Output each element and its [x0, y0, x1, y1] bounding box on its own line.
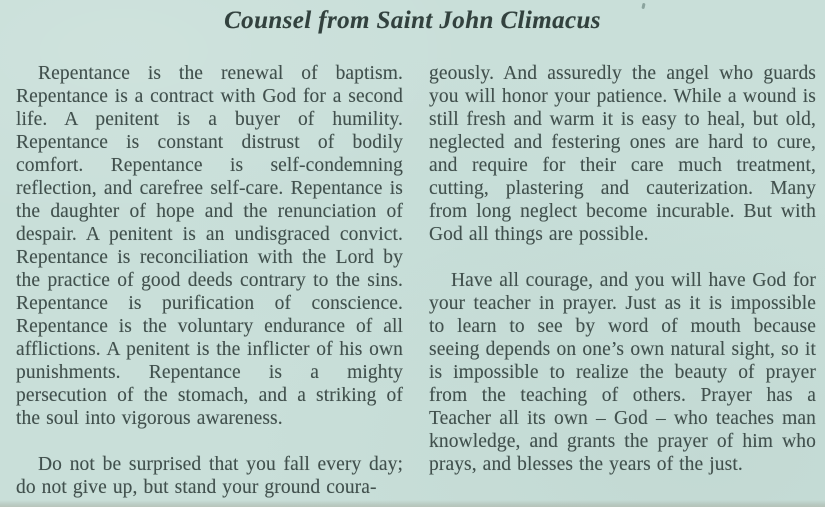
right-column — [429, 62, 816, 507]
paragraph-have-all-courage: Have all courage, and you will have God for your teacher in prayer. Just as it is impossible to learn to see by word of mouth because seeing depends on one’s own natural sight, so it is impossible to realize the beauty of prayer from the teaching of others. Prayer has a Teacher all its own – God – who teaches man knowledge, and grants the prayer of him who prays, and blesses the years of the just. — [429, 270, 816, 475]
left-column — [16, 62, 403, 507]
text-columns — [0, 62, 825, 507]
paragraph-repentance: Repentance is the renewal of baptism. Repentance is a contract with God for a second life. A penitent is a buyer of humility. Repentance is constant distrust of bodily comfort. Repentance is self-condemning reflection, and carefree self-care. Repentance is the daughter of hope and the renunciation of despair. A penitent is an undisgraced convict. Repentance is reconciliation with the Lord by the practice of good deeds contrary to the sins. Repentance is purification of conscience. Repentance is the voluntary endurance of all afflictions. A penitent is the inflicter of his own punishments. Repentance is a mighty persecution of the stomach, and a striking of the soul into vigorous awareness. — [16, 63, 403, 429]
paragraph-do-not-be-surprised: Do not be surprised that you fall every day; do not give up, but stand your ground coura- — [16, 454, 403, 498]
scan-edge-shadow — [0, 500, 825, 507]
paragraph-continuation: geously. And assuredly the angel who guards you will honor your patience. While a wound is still fresh and warm it is easy to heal, but old, neglected and festering ones are hard to cure, and require for their care much treatment, cutting, plastering and cauterization. Many from long neglect become incurable. But with God all things are possible. — [429, 63, 816, 245]
page-title: Counsel from Saint John Climacus — [224, 7, 601, 34]
